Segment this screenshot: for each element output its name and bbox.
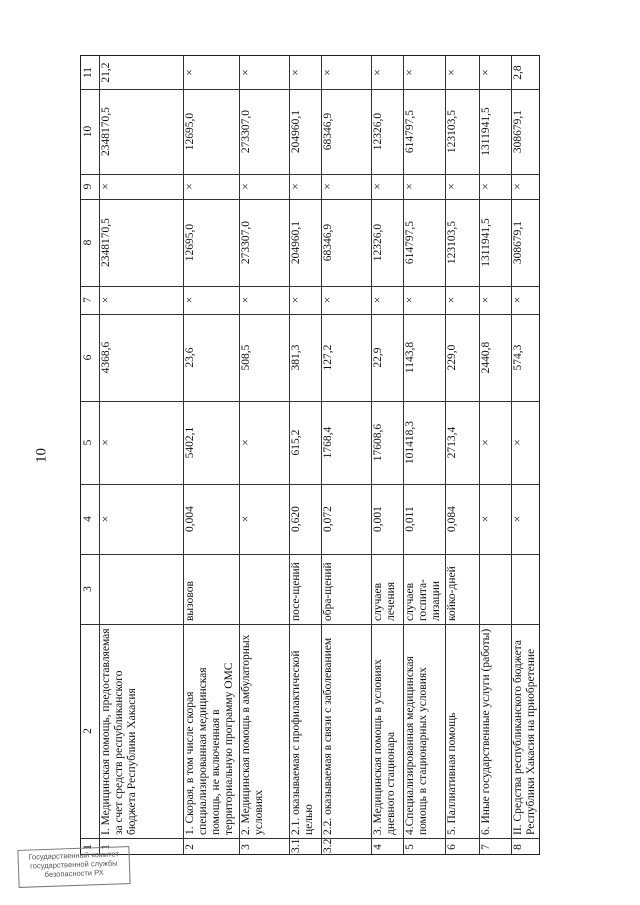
stamp-line: безопасности РХ <box>44 867 104 880</box>
table-cell: × <box>100 439 112 446</box>
table-cell: 3.2 <box>322 838 334 853</box>
table-cell: 2348170,5 <box>100 107 112 156</box>
table-cell: 0,001 <box>372 506 384 532</box>
table-grid <box>81 56 539 854</box>
table-cell: случаев госпита-лизации <box>404 579 442 621</box>
table-cell: 12695,0 <box>184 223 196 262</box>
table-cell: × <box>322 69 334 76</box>
table-cell <box>479 554 511 624</box>
header-cell: 8 <box>82 239 94 246</box>
table-cell: койко-дней <box>446 566 458 621</box>
header-cell: 1 <box>82 844 94 850</box>
table-cell: 1 <box>100 844 112 850</box>
table-cell: I. Медицинская помощь, предоставляемая за счет средств республиканского бюджета Республики Хакасия <box>100 628 138 835</box>
table-cell: 68346,9 <box>322 223 334 262</box>
table-cell: 5. Паллиативная помощь <box>446 712 458 835</box>
table-cell: 12326,0 <box>372 112 384 151</box>
table-cell <box>511 554 541 624</box>
table-cell: × <box>290 69 302 76</box>
table-cell: × <box>290 183 302 190</box>
table-cell: × <box>100 296 112 304</box>
table-cell: 5402,1 <box>184 426 196 459</box>
table-cell: 6. Иные государственные услуги (работы) <box>480 628 492 835</box>
table-cell: 68346,9 <box>322 112 334 151</box>
table-cell: × <box>446 183 458 190</box>
table-cell: × <box>480 183 492 190</box>
table-cell: × <box>480 296 492 304</box>
table-cell: 2.2. оказываемая в связи с заболеванием <box>322 637 334 835</box>
table-cell: 8 <box>512 844 524 850</box>
header-cell: 4 <box>82 516 94 522</box>
table-cell: 5 <box>404 844 416 850</box>
page-number: 10 <box>33 448 50 463</box>
table-cell: × <box>184 183 196 190</box>
table-cell: × <box>240 439 252 446</box>
table-cell: 2440,8 <box>480 341 492 374</box>
stamp-line: Государственный комитет <box>28 849 119 862</box>
table-cell: 1. Скорая, в том числе скорая специализированная медицинская помощь, не включенная в территориальную программу ОМС <box>184 662 235 835</box>
table-cell: обра-щений <box>322 562 334 621</box>
table-cell: × <box>480 439 492 446</box>
table-cell: 17608,6 <box>372 423 384 462</box>
table-cell: 229,0 <box>446 344 458 371</box>
table-cell: × <box>512 296 524 304</box>
table-cell: 3.1 <box>290 838 302 853</box>
table-cell: × <box>322 183 334 190</box>
table-cell: × <box>480 69 492 76</box>
table-cell: × <box>184 69 196 76</box>
table-cell: × <box>100 183 112 190</box>
table-cell: × <box>404 69 416 76</box>
table-cell: 2,8 <box>512 65 524 80</box>
table-cell: 0,072 <box>322 506 334 532</box>
table-cell: вызовов <box>184 581 196 621</box>
table-cell: 123103,5 <box>446 109 458 154</box>
table-cell: 4 <box>372 844 384 850</box>
table-cell: × <box>512 515 524 523</box>
table-cell: × <box>372 69 384 76</box>
table-cell: 204960,1 <box>290 220 302 265</box>
table-cell <box>239 554 289 624</box>
table-cell: 508,5 <box>240 344 252 371</box>
header-cell: 5 <box>82 439 94 446</box>
table-cell: 1311941,5 <box>480 107 492 156</box>
table-cell: 2348170,5 <box>100 218 112 267</box>
table-cell: 0,011 <box>404 506 416 532</box>
table-cell: 21,2 <box>100 62 112 83</box>
table-cell: 273307,0 <box>240 220 252 265</box>
table-cell: × <box>480 515 492 523</box>
table-cell: II. Средства республиканского бюджета Республики Хакасия на приобретение <box>512 640 537 835</box>
table-cell: 615,2 <box>290 429 302 456</box>
table-cell: 127,2 <box>322 344 334 371</box>
table-cell: 4.Специализированная медицинская помощь в стационарных условиях <box>404 656 429 835</box>
header-cell: 7 <box>82 297 94 303</box>
table-cell: × <box>512 439 524 446</box>
table-cell: 614797,5 <box>404 109 416 154</box>
table-cell: 6 <box>446 844 458 850</box>
table-cell: 1768,4 <box>322 426 334 459</box>
table-cell: 308679,1 <box>512 109 524 154</box>
table-cell: 0,620 <box>290 506 302 532</box>
table-cell: 2.1. оказываемая с профилактической целью <box>290 650 315 835</box>
table-cell: 1311941,5 <box>480 218 492 267</box>
table-cell: × <box>322 296 334 304</box>
table-cell: × <box>290 296 302 304</box>
table-cell: 574,3 <box>512 344 524 371</box>
table-cell: 7 <box>480 844 492 850</box>
table-cell: × <box>240 296 252 304</box>
table-cell: 12695,0 <box>184 112 196 151</box>
table-cell: × <box>446 296 458 304</box>
table-cell: × <box>240 515 252 523</box>
table-cell: 3. Медицинская помощь в условиях дневного стационара <box>372 659 397 835</box>
table-cell: × <box>446 69 458 76</box>
table-cell: 12326,0 <box>372 223 384 262</box>
table-cell: 308679,1 <box>512 220 524 265</box>
table-cell: × <box>512 183 524 190</box>
table-cell: 3 <box>240 844 252 850</box>
table-cell: × <box>404 183 416 190</box>
table-cell: 22,9 <box>372 347 384 368</box>
table-cell: × <box>100 515 112 523</box>
table-cell: 123103,5 <box>446 220 458 265</box>
table-cell: × <box>240 69 252 76</box>
header-cell: 9 <box>82 183 94 190</box>
stamp <box>17 846 130 888</box>
table-cell: × <box>184 296 196 304</box>
header-cell: 11 <box>82 66 94 79</box>
table-cell: 0,004 <box>184 506 196 532</box>
table-cell: 2 <box>184 844 196 850</box>
table-cell: 381,3 <box>290 344 302 371</box>
data-table <box>80 55 540 855</box>
table-cell: посе-щений <box>290 562 302 621</box>
table-cell: 2. Медицинская помощь в амбулаторных условиях <box>240 634 265 835</box>
table-cell: × <box>404 296 416 304</box>
header-cell: 6 <box>82 354 94 361</box>
header-cell: 2 <box>82 728 94 734</box>
table-cell <box>99 554 183 624</box>
table-cell: 614797,5 <box>404 220 416 265</box>
table-cell: 2713,4 <box>446 426 458 459</box>
table-cell: 204960,1 <box>290 109 302 154</box>
header-cell: 10 <box>82 125 94 138</box>
table-cell: 273307,0 <box>240 109 252 154</box>
table-cell: × <box>372 296 384 304</box>
table-cell: случаев лечения <box>372 581 397 621</box>
table-cell: 4368,6 <box>100 341 112 374</box>
table-cell: 0,084 <box>446 506 458 532</box>
table-cell: × <box>240 183 252 190</box>
table-cell: 101418,3 <box>404 420 416 465</box>
stamp-line: государственной службы <box>30 858 118 871</box>
table-cell: × <box>372 183 384 190</box>
header-cell: 3 <box>82 586 94 592</box>
table-cell: 23,6 <box>184 347 196 368</box>
table-cell: 1143,8 <box>404 341 416 374</box>
